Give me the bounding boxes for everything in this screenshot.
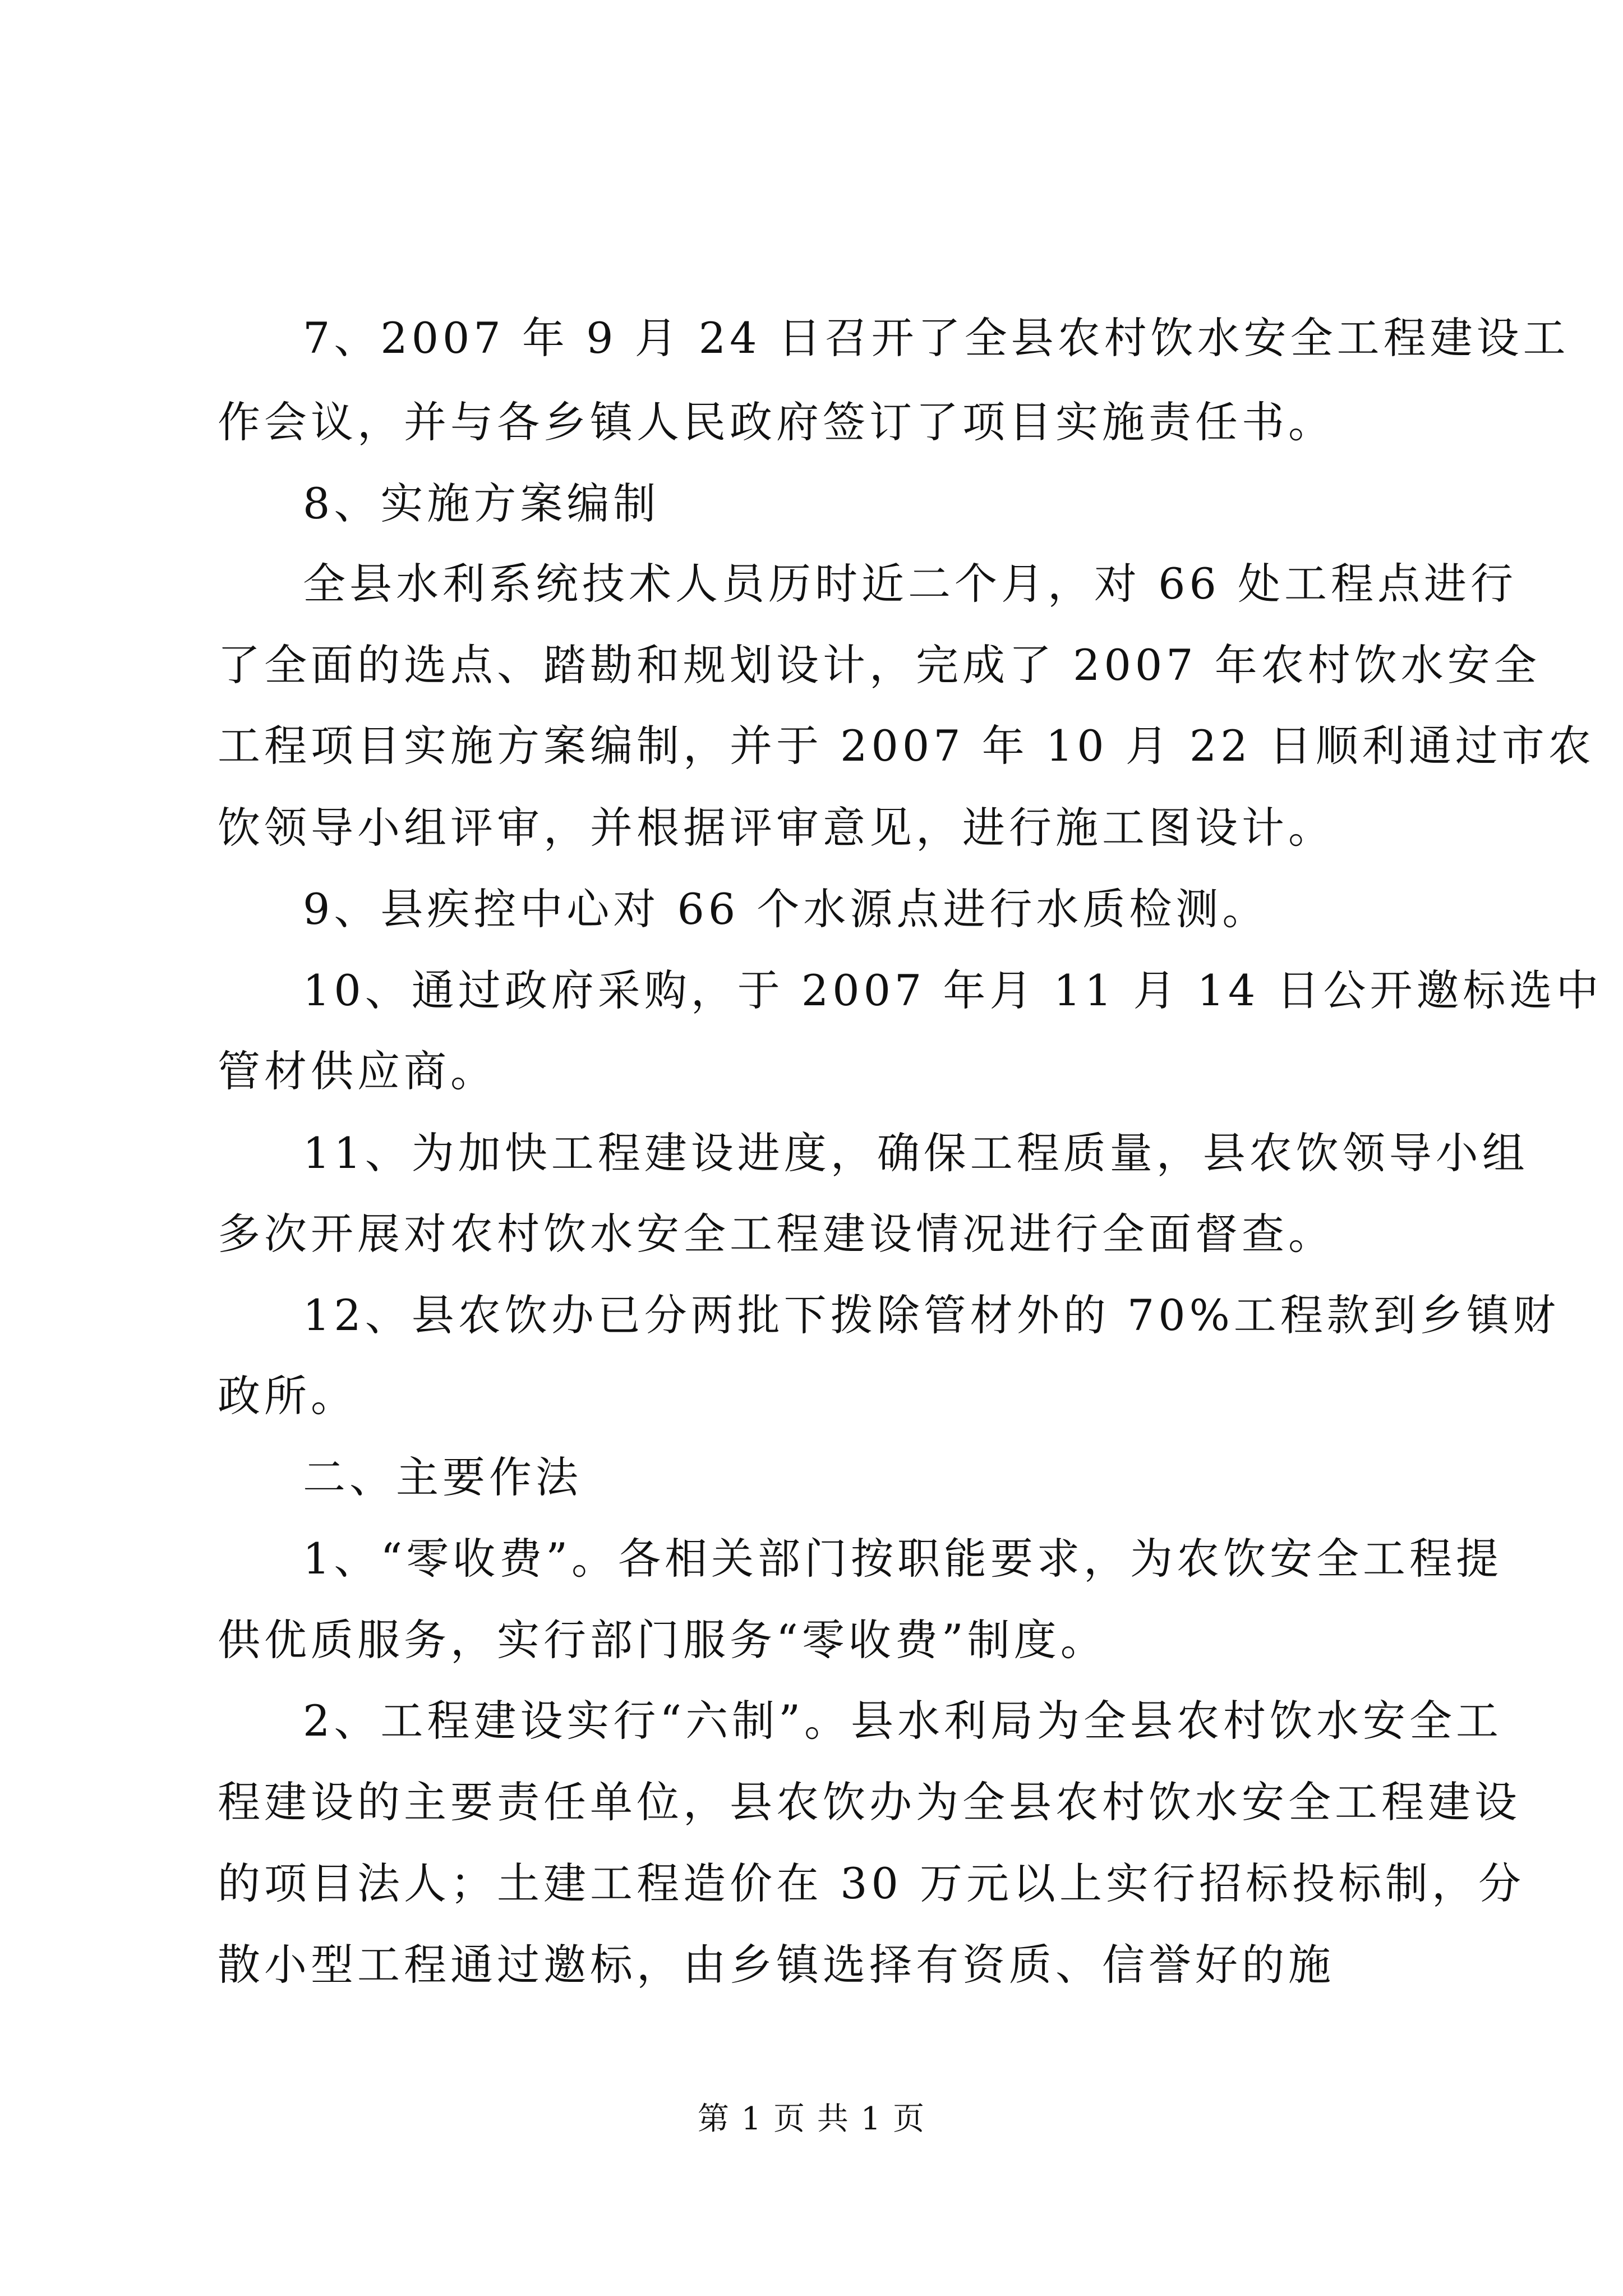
text-line: 政所。: [218, 1371, 357, 1421]
text-line: 9、县疾控中心对 66 个水源点进行水质检测。: [303, 884, 1269, 934]
text-line: 散小型工程通过邀标，由乡镇选择有资质、信誉好的施: [218, 1940, 1335, 1990]
text-line: 7、2007 年 9 月 24 日召开了全县农村饮水安全工程建设工: [303, 313, 1570, 363]
text-line: 饮领导小组评审，并根据评审意见，进行施工图设计。: [218, 803, 1335, 853]
section-heading: 二、主要作法: [303, 1452, 582, 1502]
text-line: 11、为加快工程建设进度，确保工程质量，县农饮领导小组: [303, 1128, 1529, 1178]
text-line: 2、工程建设实行“六制”。县水利局为全县农村饮水安全工: [303, 1696, 1503, 1746]
text-line: 管材供应商。: [218, 1046, 497, 1096]
text-line: 供优质服务，实行部门服务“零收费”制度。: [218, 1615, 1107, 1665]
text-line: 的项目法人；土建工程造价在 30 万元以上实行招标投标制，分: [218, 1858, 1525, 1908]
section-heading: 8、实施方案编制: [303, 478, 660, 528]
text-line: 程建设的主要责任单位，县农饮办为全县农村饮水安全工程建设: [218, 1777, 1521, 1827]
text-line: 10、通过政府采购，于 2007 年月 11 月 14 日公开邀标选中: [303, 965, 1603, 1015]
page-footer: 第 1 页 共 1 页: [697, 2101, 926, 2137]
text-line: 多次开展对农村饮水安全工程建设情况进行全面督查。: [218, 1209, 1335, 1259]
text-line: 了全面的选点、踏勘和规划设计，完成了 2007 年农村饮水安全: [218, 640, 1541, 690]
text-line: 全县水利系统技术人员历时近二个月，对 66 处工程点进行: [303, 559, 1518, 609]
text-line: 工程项目实施方案编制，并于 2007 年 10 月 22 日顺利通过市农: [218, 721, 1595, 771]
text-line: 12、县农饮办已分两批下拨除管材外的 70%工程款到乡镇财: [303, 1290, 1560, 1340]
text-line: 作会议，并与各乡镇人民政府签订了项目实施责任书。: [218, 397, 1335, 447]
text-line: 1、“零收费”。各相关部门按职能要求，为农饮安全工程提: [303, 1534, 1503, 1584]
